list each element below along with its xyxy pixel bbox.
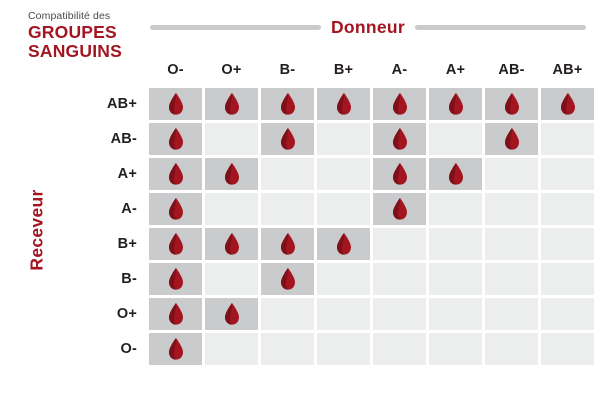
matrix-cell-compatible (261, 263, 314, 295)
matrix-row (60, 263, 594, 295)
matrix-body (60, 88, 594, 365)
matrix-cell-empty (485, 158, 538, 190)
matrix-cell-empty (485, 193, 538, 225)
blood-drop-icon (392, 198, 408, 220)
blood-drop-icon (224, 163, 240, 185)
matrix-cell-compatible (149, 263, 202, 295)
matrix-row (60, 88, 594, 120)
donor-column-header: A+ (445, 62, 466, 78)
matrix-cell-compatible (149, 333, 202, 365)
title-word-groupes: GROUPES (28, 22, 117, 42)
blood-drop-icon (224, 233, 240, 255)
recipient-row-header: B- (121, 271, 137, 287)
blood-drop-icon (168, 268, 184, 290)
matrix-cell-compatible (149, 193, 202, 225)
matrix-cell-empty (373, 263, 426, 295)
blood-drop-icon (280, 233, 296, 255)
matrix-cell-empty (373, 298, 426, 330)
blood-drop-icon (392, 128, 408, 150)
matrix-cell-compatible (149, 88, 202, 120)
matrix-cell-empty (373, 228, 426, 260)
donor-column-header: B+ (333, 62, 354, 78)
matrix-cell-empty (541, 333, 594, 365)
recipient-row-header: O+ (116, 306, 137, 322)
blood-drop-icon (560, 93, 576, 115)
matrix-cell-compatible (205, 88, 258, 120)
recipient-row-header: A+ (117, 166, 137, 182)
matrix-cell-empty (485, 228, 538, 260)
matrix-cell-compatible (149, 228, 202, 260)
matrix-cell-compatible (205, 228, 258, 260)
blood-drop-icon (392, 163, 408, 185)
blood-drop-icon (168, 163, 184, 185)
matrix-cell-empty (485, 298, 538, 330)
matrix-cell-empty (429, 193, 482, 225)
matrix-cell-compatible (205, 158, 258, 190)
blood-drop-icon (504, 128, 520, 150)
recipient-row-header: AB- (110, 131, 137, 147)
matrix-cell-compatible (317, 88, 370, 120)
blood-drop-icon (168, 233, 184, 255)
matrix-cell-empty (541, 158, 594, 190)
matrix-cell-empty (205, 193, 258, 225)
matrix-cell-compatible (485, 123, 538, 155)
matrix-row (60, 298, 594, 330)
blood-drop-icon (168, 338, 184, 360)
blood-drop-icon (168, 198, 184, 220)
recipient-axis-label: Receveur (26, 189, 47, 271)
matrix-cell-compatible (541, 88, 594, 120)
matrix-cell-empty (205, 123, 258, 155)
donor-column-header: AB+ (552, 62, 583, 78)
donor-column-header: B- (279, 62, 296, 78)
recipient-row-header: AB+ (106, 96, 137, 112)
blood-drop-icon (224, 303, 240, 325)
rule-left (150, 25, 321, 30)
matrix-cell-empty (485, 333, 538, 365)
matrix-cell-compatible (261, 88, 314, 120)
rule-right (415, 25, 586, 30)
matrix-cell-compatible (205, 298, 258, 330)
matrix-row (60, 158, 594, 190)
matrix-cell-empty (541, 263, 594, 295)
matrix-row (60, 193, 594, 225)
blood-drop-icon (504, 93, 520, 115)
matrix-cell-compatible (261, 228, 314, 260)
matrix-cell-empty (317, 298, 370, 330)
matrix-cell-compatible (149, 298, 202, 330)
matrix-cell-empty (429, 263, 482, 295)
matrix-row (60, 333, 594, 365)
matrix-cell-compatible (149, 158, 202, 190)
matrix-cell-empty (541, 123, 594, 155)
matrix-cell-compatible (429, 158, 482, 190)
matrix-cell-empty (261, 333, 314, 365)
donor-column-header: O+ (221, 62, 242, 78)
matrix-cell-empty (429, 228, 482, 260)
blood-drop-icon (336, 233, 352, 255)
title-subtitle: Compatibilité des (28, 10, 111, 22)
blood-drop-icon (280, 268, 296, 290)
matrix-cell-empty (485, 263, 538, 295)
blood-drop-icon (168, 93, 184, 115)
blood-drop-icon (168, 128, 184, 150)
blood-drop-icon (224, 93, 240, 115)
blood-drop-icon (392, 93, 408, 115)
donor-axis-label: Donneur (330, 16, 406, 37)
matrix-cell-compatible (149, 123, 202, 155)
donor-axis-header (150, 14, 586, 40)
matrix-cell-compatible (485, 88, 538, 120)
recipient-axis-header (22, 150, 52, 310)
matrix-row (60, 123, 594, 155)
matrix-cell-empty (317, 158, 370, 190)
matrix-cell-empty (317, 123, 370, 155)
matrix-cell-empty (261, 193, 314, 225)
donor-column-header: A- (391, 62, 408, 78)
recipient-row-header: O- (120, 341, 137, 357)
matrix-cell-empty (317, 333, 370, 365)
matrix-cell-empty (541, 228, 594, 260)
donor-column-header: AB- (498, 62, 525, 78)
matrix-cell-compatible (373, 123, 426, 155)
compatibility-matrix (57, 52, 593, 368)
matrix-corner (60, 55, 146, 85)
matrix-header-row (60, 55, 594, 85)
matrix-cell-empty (205, 263, 258, 295)
donor-column-header: O- (167, 62, 184, 78)
matrix-cell-compatible (373, 158, 426, 190)
matrix-cell-compatible (261, 123, 314, 155)
matrix-table (57, 52, 597, 368)
matrix-cell-empty (317, 263, 370, 295)
matrix-cell-empty (541, 298, 594, 330)
matrix-cell-empty (373, 333, 426, 365)
blood-drop-icon (448, 163, 464, 185)
matrix-cell-empty (429, 123, 482, 155)
matrix-cell-empty (261, 158, 314, 190)
matrix-cell-compatible (373, 88, 426, 120)
matrix-cell-compatible (317, 228, 370, 260)
blood-drop-icon (280, 128, 296, 150)
matrix-cell-empty (429, 333, 482, 365)
matrix-cell-empty (429, 298, 482, 330)
blood-drop-icon (336, 93, 352, 115)
matrix-row (60, 228, 594, 260)
matrix-cell-empty (317, 193, 370, 225)
matrix-cell-empty (205, 333, 258, 365)
matrix-cell-empty (261, 298, 314, 330)
title-word-sanguins: SANGUINS (28, 41, 122, 61)
matrix-cell-empty (541, 193, 594, 225)
recipient-row-header: B+ (117, 236, 137, 252)
recipient-row-header: A- (121, 201, 137, 217)
blood-drop-icon (168, 303, 184, 325)
matrix-cell-compatible (373, 193, 426, 225)
blood-drop-icon (280, 93, 296, 115)
matrix-cell-compatible (429, 88, 482, 120)
blood-drop-icon (448, 93, 464, 115)
